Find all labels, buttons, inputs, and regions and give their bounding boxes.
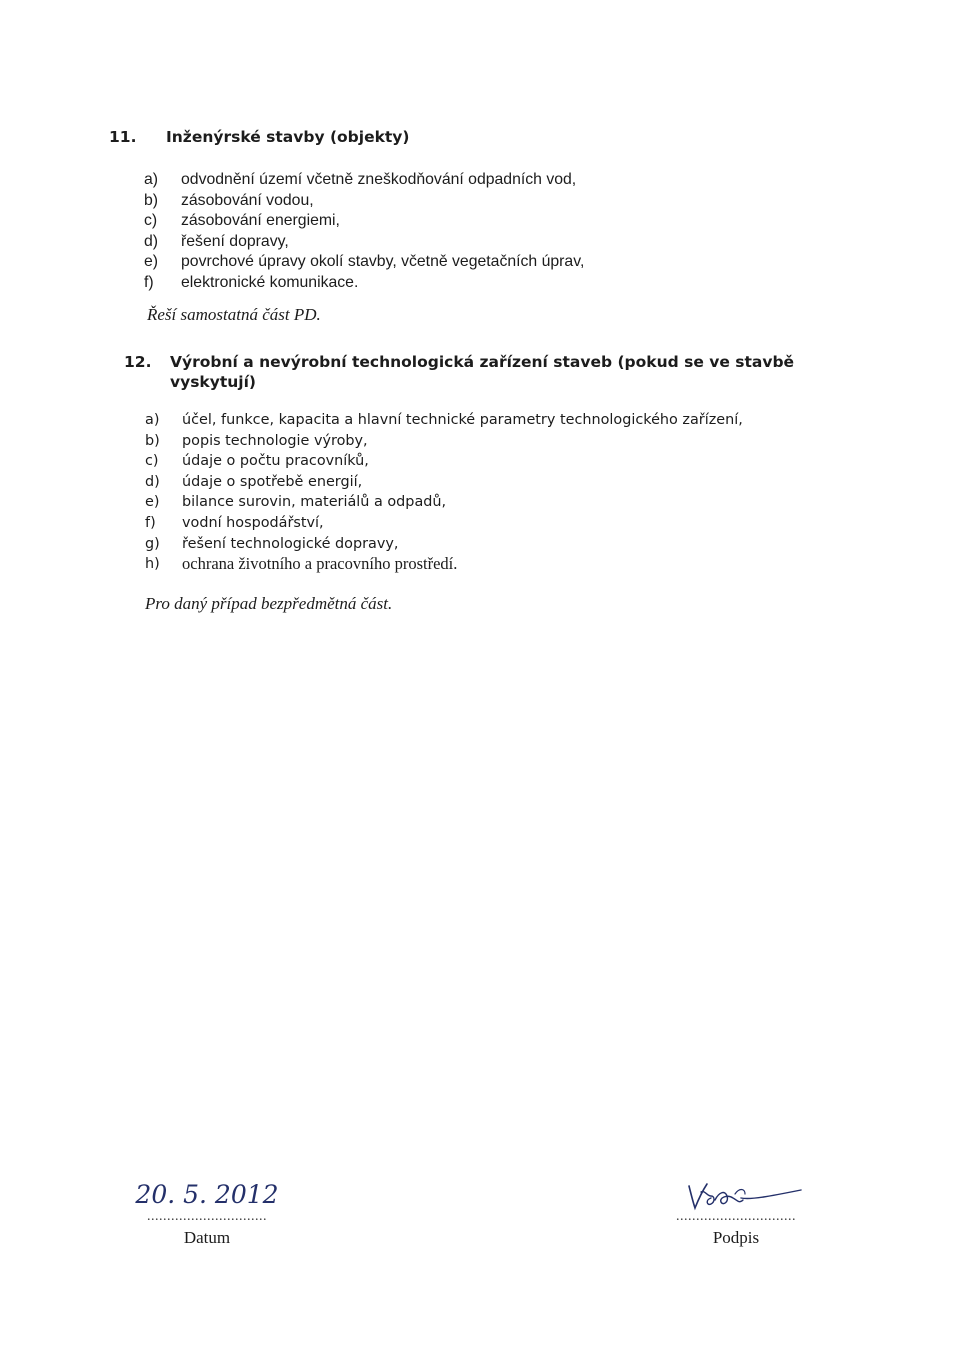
item-text: údaje o spotřebě energií, [182, 473, 363, 490]
item-text: řešení technologické dopravy, [182, 535, 399, 552]
date-dotted-line: .............................. [147, 1212, 267, 1224]
section-11-note: Řeší samostatná část PD. [147, 305, 321, 324]
handwritten-signature [625, 1178, 847, 1212]
item-text: zásobování energiemi, [181, 212, 340, 230]
handwritten-date: 20. 5. 2012 [135, 1180, 279, 1209]
signature-scribble-icon [661, 1178, 811, 1212]
section-11-title: Inženýrské stavby (objekty) [166, 128, 410, 146]
item-text: řešení dopravy, [181, 232, 289, 250]
item-label: f) [145, 514, 156, 531]
section-12-number: 12. [124, 353, 152, 371]
item-text: údaje o počtu pracovníků, [182, 453, 369, 470]
section-12-heading [124, 352, 844, 396]
item-text: vodní hospodářství, [182, 514, 324, 531]
signature-label: Podpis [712, 1228, 760, 1247]
section-11-heading [109, 127, 869, 149]
item-text: elektronické komunikace. [181, 273, 359, 291]
item-label: e) [144, 253, 159, 271]
item-text: popis technologie výroby, [182, 432, 368, 449]
item-label: g) [145, 535, 160, 552]
section-12-title: Výrobní a nevýrobní technologická zařízení staveb (pokud se ve stavbě vyskytují) [170, 353, 795, 391]
item-label: f) [144, 273, 154, 291]
signature-block [625, 1178, 847, 1250]
item-label: e) [145, 494, 160, 511]
section-12-note: Pro daný případ bezpředmětná část. [145, 594, 393, 613]
item-label: a) [145, 412, 160, 428]
item-label: a) [144, 171, 159, 188]
item-label: b) [144, 191, 159, 209]
item-text: účel, funkce, kapacita a hlavní technické parametry technologického zařízení, [182, 412, 743, 428]
signature-dotted-line: .............................. [676, 1212, 796, 1224]
item-label: b) [145, 432, 160, 449]
item-text: odvodnění území včetně zneškodňování odpadních vod, [181, 171, 577, 188]
item-text: zásobování vodou, [181, 191, 314, 209]
date-label: Datum [183, 1228, 231, 1247]
date-block [107, 1178, 307, 1250]
item-text: ochrana životního a pracovního prostředí. [182, 554, 458, 574]
item-label: c) [144, 212, 158, 230]
item-label: d) [145, 473, 160, 490]
item-label: h) [145, 556, 160, 573]
item-text: povrchové úpravy okolí stavby, včetně vegetačních úprav, [181, 253, 585, 271]
section-11-number: 11. [109, 128, 137, 146]
item-label: d) [144, 232, 159, 250]
item-text: bilance surovin, materiálů a odpadů, [182, 494, 447, 511]
item-label: c) [145, 453, 159, 470]
